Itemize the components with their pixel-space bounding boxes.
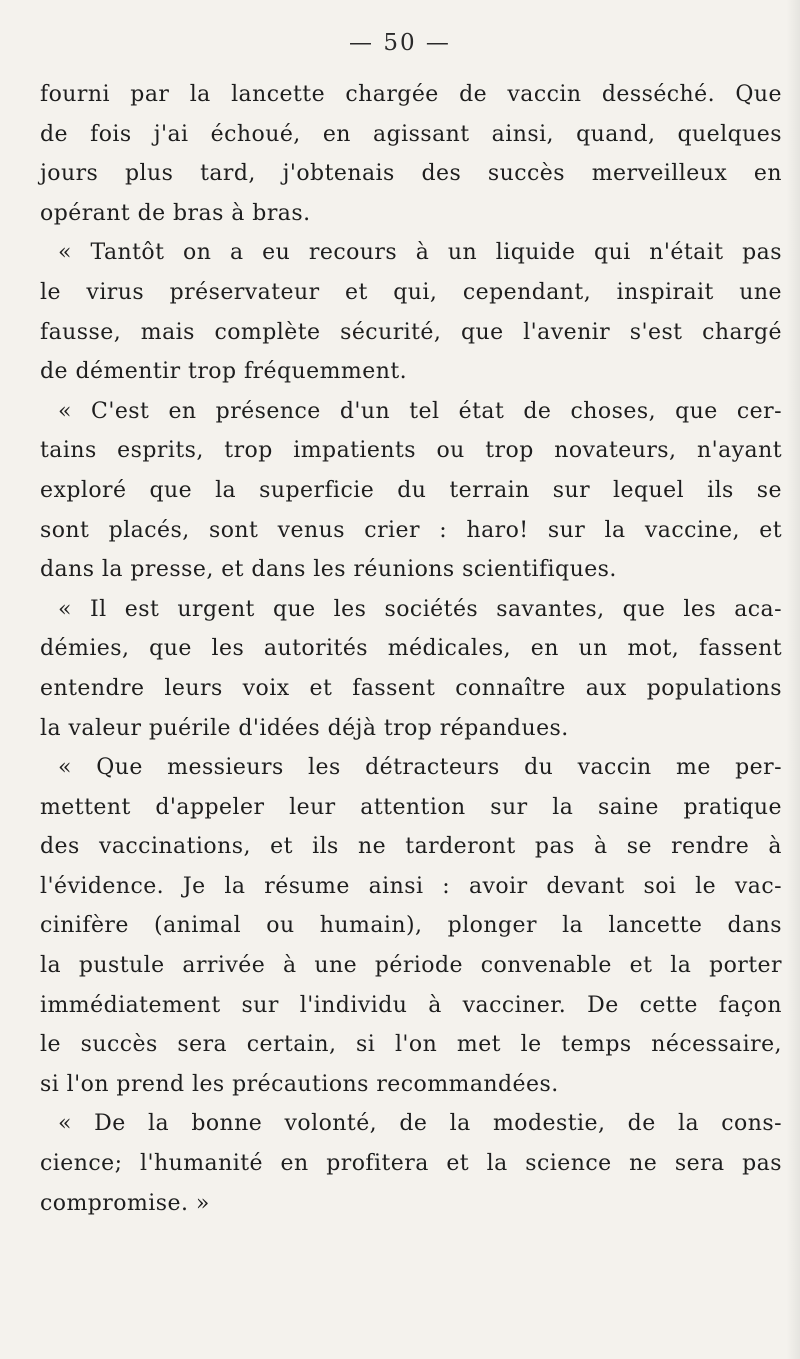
text-line: cinifère (animal ou humain), plonger la lancette dans — [40, 913, 782, 939]
text-line: immédiatement sur l'individu à vacciner. De cette façon — [40, 992, 782, 1018]
text-line: entendre leurs voix et fassent connaître aux populations — [40, 675, 782, 701]
text-line: fourni par la lancette chargée de vaccin desséché. Que — [40, 82, 782, 107]
page-edge-shadow — [786, 0, 800, 1359]
text-line: la pustule arrivée à une période convenable et la porter — [40, 953, 782, 979]
text-line: le succès sera certain, si l'on met le temps nécessaire, — [40, 1032, 782, 1058]
text-line: la valeur puérile d'idées déjà trop répandues. — [40, 715, 569, 741]
text-line: dans la presse, et dans les réunions scientifiques. — [40, 557, 617, 583]
text-line: le virus préservateur et qui, cependant, inspirait une — [40, 279, 782, 305]
text-line: opérant de bras à bras. — [40, 200, 311, 226]
text-line: sont placés, sont venus crier : haro! sur la vaccine, et — [40, 517, 782, 543]
text-line: « Tantôt on a eu recours à un liquide qui n'était pas — [58, 240, 782, 266]
text-line: de fois j'ai échoué, en agissant ainsi, quand, quelques — [40, 121, 782, 147]
text-line: « Il est urgent que les sociétés savantes, que les aca- — [58, 596, 782, 622]
text-line: exploré que la superficie du terrain sur lequel ils se — [40, 477, 782, 503]
page-number: — 50 — — [349, 30, 451, 56]
text-line: de démentir trop fréquemment. — [40, 359, 408, 385]
text-line: si l'on prend les précautions recommandées. — [40, 1071, 559, 1097]
text-line: l'évidence. Je la résume ainsi : avoir devant soi le vac- — [40, 873, 782, 899]
text-line: « De la bonne volonté, de la modestie, de la cons- — [58, 1111, 782, 1137]
text-line: compromise. » — [40, 1190, 210, 1216]
text-line: jours plus tard, j'obtenais des succès merveilleux en — [40, 161, 782, 187]
text-line: démies, que les autorités médicales, en un mot, fassent — [40, 636, 782, 662]
text-line: mettent d'appeler leur attention sur la saine pratique — [40, 794, 782, 820]
text-line: tains esprits, trop impatients ou trop novateurs, n'ayant — [40, 438, 782, 464]
text-line: des vaccinations, et ils ne tarderont pas à se rendre à — [40, 834, 782, 860]
text-line: fausse, mais complète sécurité, que l'avenir s'est chargé — [40, 319, 782, 345]
text-line: « C'est en présence d'un tel état de choses, que cer- — [58, 398, 782, 424]
text-line: cience; l'humanité en profitera et la science ne sera pas — [40, 1151, 782, 1177]
body-text — [40, 75, 782, 1223]
text-line: « Que messieurs les détracteurs du vaccin me per- — [58, 755, 782, 781]
